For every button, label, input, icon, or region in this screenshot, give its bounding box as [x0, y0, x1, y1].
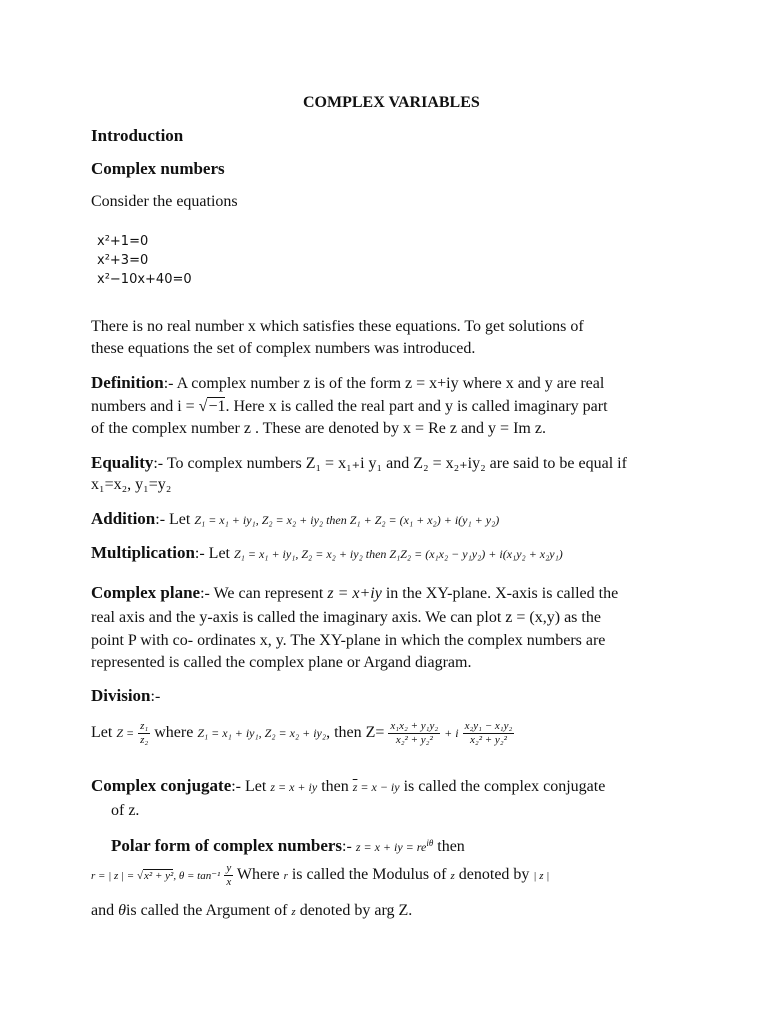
division-z-eq: Z = [116, 726, 135, 741]
sqrt-value: −1 [208, 398, 226, 415]
complex-plane-formula: z = x+iy [327, 585, 382, 602]
equation-2: x²+3=0 [97, 253, 149, 268]
equality-line-1 [91, 452, 627, 475]
complex-plane-lead: :- We can represent [200, 585, 324, 602]
complex-plane-line-3: point P with co- ordinates x, y. The XY-plane in which the complex numbers are [91, 632, 606, 649]
addition-formula: Z₁ = x₁ + iy₁, Z₂ = x₂ + iy₂ then Z₁ + Z₂ = (x₁ + x₂) + i(y₁ + y₂) [194, 513, 500, 527]
polar-and: and [91, 902, 115, 919]
z-fraction-den: z₂ [140, 734, 149, 746]
addition-label: Addition [91, 509, 156, 528]
equality-label: Equality [91, 453, 154, 472]
complex-plane-rest: in the XY-plane. X-axis is called the [385, 585, 619, 602]
division-suffix: :- [150, 688, 161, 705]
definition-line-2 [91, 396, 608, 418]
page-title: COMPLEX VARIABLES [303, 94, 480, 111]
imag-fraction-num: x₂y₁ − x₁y₂ [464, 720, 513, 732]
conjugate-then: then [321, 778, 349, 795]
equality-line-2: x₁=x₂, y₁=y₂ [91, 476, 172, 493]
polar-z: z [450, 870, 455, 883]
theta-fraction-den: x [226, 876, 232, 888]
conjugate-z: z = x + iy [270, 780, 318, 794]
equation-3: x²−10x+40=0 [97, 272, 192, 287]
division-real-fraction [388, 720, 440, 747]
polar-theta: , θ = tan⁻¹ [173, 870, 221, 883]
multiplication-formula: Z₁ = x₁ + iy₁, Z₂ = x₂ + iy₂ then Z₁Z₂ = (x₁x₂ − y₁y₂) + i(x₁y₂ + x₂y₁) [234, 547, 563, 561]
polar-modulus: is called the Modulus of [291, 866, 447, 884]
polar-theta-symbol: θ [118, 902, 126, 919]
polar-formula-text: z = x + iy = re [355, 840, 427, 854]
sqrt-symbol: √ [198, 398, 208, 415]
polar-r: r [283, 870, 288, 883]
multiplication-label: Multiplication [91, 543, 195, 562]
conjugate-rest: is called the complex conjugate [403, 778, 606, 795]
definition-label: Definition [91, 373, 164, 392]
zbar-symbol: $\overline{z}$ [352, 780, 358, 794]
multiplication-lead: :- Let [194, 545, 230, 562]
polar-z2: z [291, 906, 296, 918]
polar-denoted-arg: denoted by arg Z. [299, 902, 413, 919]
division-label: Division [91, 686, 151, 705]
conjugate-line-1 [91, 775, 605, 798]
z-fraction-num: z₁ [140, 720, 149, 732]
equality-text-1: :- To complex numbers Z₁ = x₁₊i y₁ and Z₂ = x₂₊iy₂ are said to be equal if [153, 455, 627, 472]
real-fraction-den: x₂² + y₂² [395, 734, 433, 746]
definition-text-2a: numbers and i = [91, 398, 199, 415]
polar-absz: | z | [533, 870, 550, 883]
heading-introduction: Introduction [91, 126, 184, 145]
consider-text: Consider the equations [91, 193, 238, 210]
real-fraction-num: x₁x₂ + y₁y₂ [390, 720, 439, 732]
polar-lead: :- [342, 838, 352, 855]
polar-line-1 [111, 832, 465, 858]
polar-theta-fraction [224, 862, 233, 889]
paragraph-no-real: There is no real number x which satisfies these equations. To get solutions of [91, 318, 584, 335]
division-z-fraction [138, 720, 150, 747]
polar-r-def: r = | z | = [91, 870, 137, 883]
addition-line [91, 508, 499, 531]
division-z-def: Z₁ = x₁ + iy₁, Z₂ = x₂ + iy₂ [197, 726, 327, 741]
definition-line-1 [91, 372, 604, 395]
addition-lead: :- Let [155, 511, 191, 528]
equation-1: x²+1=0 [97, 234, 149, 249]
division-let: Let [91, 724, 113, 742]
conjugate-lead: :- Let [231, 778, 267, 795]
conjugate-zbar [353, 780, 400, 794]
polar-argument: is called the Argument of [125, 902, 288, 919]
heading-complex-numbers: Complex numbers [91, 159, 225, 178]
definition-text-1: :- A complex number z is of the form z = x+iy where x and y are real [163, 375, 605, 392]
conjugate-line-2: of z. [111, 802, 140, 819]
theta-fraction-num: y [226, 862, 232, 874]
polar-then: then [437, 838, 465, 855]
imag-fraction-den: x₂² + y₂² [470, 734, 507, 746]
complex-plane-label: Complex plane [91, 583, 201, 602]
polar-exponent: iθ [426, 838, 434, 848]
definition-text-2b: . Here x is called the real part and y is called imaginary part [225, 398, 608, 415]
polar-line-2 [91, 862, 549, 889]
polar-r-sqrt: x² + y² [144, 870, 174, 883]
complex-plane-line-4: represented is called the complex plane or Argand diagram. [91, 654, 472, 671]
multiplication-line [91, 542, 563, 565]
division-then: , then Z= [326, 724, 385, 742]
polar-formula [356, 840, 433, 854]
complex-plane-line-1 [91, 582, 618, 605]
division-heading [91, 685, 160, 708]
definition-line-3: of the complex number z . These are denoted by x = Re z and y = Im z. [91, 420, 546, 437]
polar-line-3 [91, 900, 412, 923]
polar-sqrt-symbol: √ [136, 870, 144, 883]
conjugate-label: Complex conjugate [91, 776, 232, 795]
paragraph-no-real-2: these equations the set of complex numbers was introduced. [91, 340, 476, 357]
division-line [91, 720, 514, 747]
division-plus-i: + i [444, 726, 459, 741]
polar-label: Polar form of complex numbers [111, 836, 343, 855]
zbar-rest: = x − iy [357, 780, 400, 794]
complex-plane-line-2: real axis and the y-axis is called the imaginary axis. We can plot z = (x,y) as the [91, 609, 601, 626]
division-where: where [154, 724, 194, 742]
polar-where: Where [236, 866, 280, 884]
division-imag-fraction [463, 720, 515, 747]
polar-denoted: denoted by [458, 866, 530, 884]
